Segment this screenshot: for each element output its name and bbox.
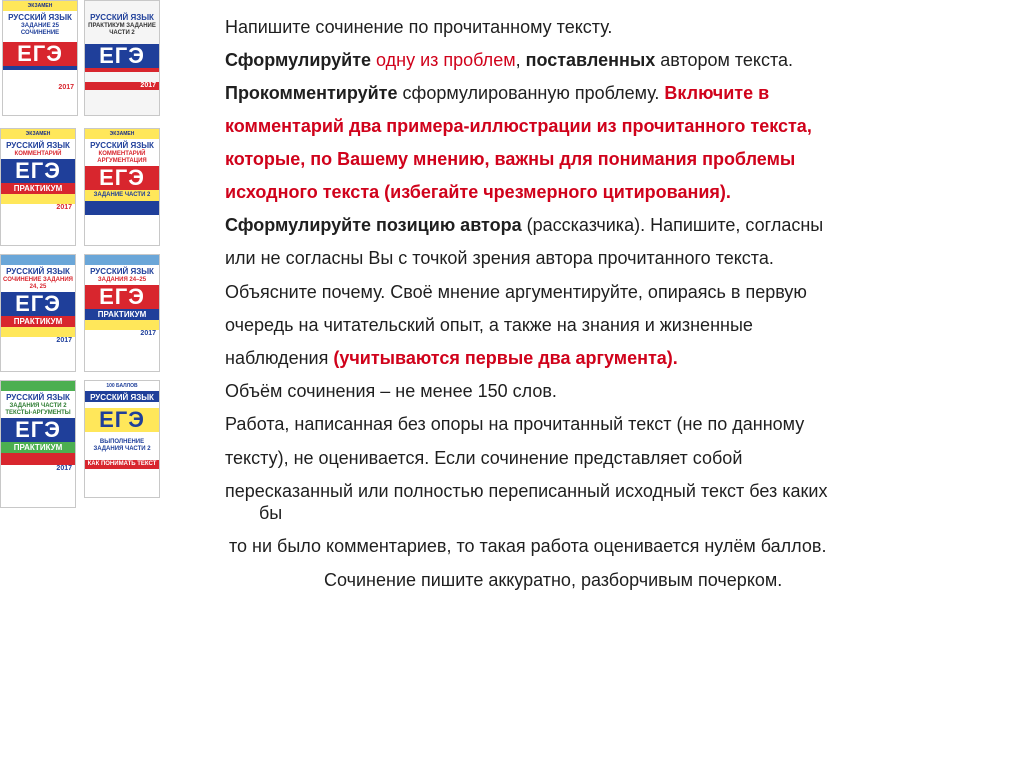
book-subtitle: ЗАДАНИЯ ЧАСТИ 2 ТЕКСТЫ-АРГУМЕНТЫ [5, 403, 71, 416]
book-ege-logo: ЕГЭ [85, 166, 159, 190]
book-ege-logo: ЕГЭ [1, 159, 75, 183]
text-segment: Сформулируйте позицию автора [225, 215, 522, 235]
book-title: РУССКИЙ ЯЗЫК [90, 13, 154, 22]
book-ege-logo: ЕГЭ [1, 292, 75, 316]
text-segment: Включите в [664, 83, 770, 103]
book-year: 2017 [85, 82, 159, 90]
text-segment: Сформулируйте [225, 50, 372, 70]
text-segment: Работа, написанная без опоры на прочитанный текст (не по данному [225, 414, 805, 434]
text-segment: Напишите сочинение по прочитанному тексту. [225, 17, 613, 37]
book-ege-logo: ЕГЭ [85, 285, 159, 309]
text-line [229, 535, 826, 557]
book-year: 2017 [56, 465, 72, 472]
book-stripe [1, 327, 75, 337]
book-year: 2017 [140, 330, 156, 337]
text-line [225, 480, 827, 502]
text-line [225, 314, 753, 336]
book-subtitle: ЗАДАНИЕ 25 СОЧИНЕНИЕ [20, 23, 60, 36]
text-segment: или не согласны Вы с точкой зрения автора прочитанного текста. [225, 248, 774, 268]
book-subtitle: КОММЕНТАРИЙ АРГУМЕНТАЦИЯ [97, 151, 147, 164]
book-stripe [3, 66, 77, 70]
book-header [85, 1, 159, 11]
book-cover [0, 380, 76, 508]
book-stripe [1, 453, 75, 465]
text-segment: поставленных [525, 50, 656, 70]
book-practicum: ПРАКТИКУМ [85, 309, 159, 320]
book-title: РУССКИЙ ЯЗЫК [6, 141, 70, 150]
text-line [225, 148, 795, 170]
text-line [324, 569, 782, 591]
book-cover [84, 254, 160, 372]
book-title: РУССКИЙ ЯЗЫК [90, 267, 154, 276]
book-header: ЭКЗАМЕН [3, 1, 77, 11]
book-header [85, 255, 159, 265]
book-cover [84, 380, 160, 498]
text-segment: Объём сочинения – не менее 150 слов. [225, 381, 557, 401]
book-subtitle: СОЧИНЕНИЕ ЗАДАНИЯ 24, 25 [3, 277, 73, 290]
text-line [225, 347, 678, 369]
book-title: РУССКИЙ ЯЗЫК [6, 393, 70, 402]
text-line [225, 16, 612, 38]
text-segment: Объясните почему. Своё мнение аргументируйте, опираясь в первую [225, 282, 807, 302]
book-stripe [85, 201, 159, 215]
text-line [225, 214, 823, 236]
book-title: РУССКИЙ ЯЗЫК [8, 13, 72, 22]
text-line [225, 247, 774, 269]
book-practicum: ПРАКТИКУМ [1, 183, 75, 194]
book-year: 2017 [56, 204, 72, 211]
text-segment: бы [259, 503, 283, 523]
text-line [259, 502, 282, 524]
book-title: РУССКИЙ ЯЗЫК [90, 141, 154, 150]
book-header: ЭКЗАМЕН [1, 129, 75, 139]
text-segment: тексту), не оценивается. Если сочинение представляет собой [225, 448, 743, 468]
text-line [225, 447, 742, 469]
text-line [225, 82, 769, 104]
book-cover [2, 0, 78, 116]
book-practicum: ПРАКТИКУМ [1, 316, 75, 327]
text-line [225, 115, 812, 137]
book-cover [84, 128, 160, 246]
book-covers-column [0, 0, 170, 512]
book-ege-logo: ЕГЭ [85, 408, 159, 432]
text-segment: сформулированную проблему. [397, 83, 665, 103]
book-header: ЭКЗАМЕН [85, 129, 159, 139]
book-year: 2017 [56, 337, 72, 344]
book-ege-logo: ЕГЭ [3, 42, 77, 66]
text-segment: пересказанный или полностью переписанный исходный текст без каких [225, 481, 828, 501]
text-segment: очередь на читательский опыт, а также на знания и жизненные [225, 315, 753, 335]
text-line [225, 181, 731, 203]
book-subtitle-2: КАК ПОНИМАТЬ ТЕКСТ [85, 460, 159, 469]
book-header: 100 БАЛЛОВ [85, 381, 159, 391]
book-practicum: ПРАКТИКУМ [1, 442, 75, 453]
text-segment: исходного текста (избегайте чрезмерного цитирования). [225, 182, 731, 202]
book-cover [84, 0, 160, 116]
text-segment: то ни было комментариев, то такая работа оценивается нулём баллов. [229, 536, 827, 556]
text-line [225, 380, 557, 402]
text-segment: (учитываются первые два аргумента). [333, 348, 678, 368]
text-segment: автором текста. [655, 50, 794, 70]
text-segment: , [515, 50, 526, 70]
book-ege-logo: ЕГЭ [1, 418, 75, 442]
book-header [1, 381, 75, 391]
book-stripe [1, 194, 75, 204]
text-segment: Прокомментируйте [225, 83, 398, 103]
book-header [1, 255, 75, 265]
text-segment: (рассказчика). Напишите, согласны [521, 215, 824, 235]
book-subtitle: ВЫПОЛНЕНИЕ ЗАДАНИЯ ЧАСТИ 2 [93, 439, 151, 452]
book-practicum: ЗАДАНИЕ ЧАСТИ 2 [85, 190, 159, 201]
book-subtitle: КОММЕНТАРИЙ [14, 151, 62, 157]
text-segment: комментарий два примера-иллюстрации из прочитанного текста, [225, 116, 812, 136]
book-year: 2017 [58, 84, 74, 91]
text-line [225, 281, 807, 303]
text-segment: которые, по Вашему мнению, важны для понимания проблемы [225, 149, 796, 169]
text-segment: наблюдения [225, 348, 334, 368]
book-stripe [85, 68, 159, 72]
text-segment: Сочинение пишите аккуратно, разборчивым почерком. [324, 570, 783, 590]
book-title: РУССКИЙ ЯЗЫК [6, 267, 70, 276]
text-line [225, 49, 793, 71]
book-cover [0, 128, 76, 246]
text-segment: одну из проблем [371, 50, 516, 70]
text-line [225, 413, 804, 435]
book-subtitle: ЗАДАНИЯ 24–25 [97, 277, 147, 283]
book-ege-logo: ЕГЭ [85, 44, 159, 68]
book-stripe [85, 320, 159, 330]
book-cover [0, 254, 76, 372]
book-subtitle: ПРАКТИКУМ ЗАДАНИЕ ЧАСТИ 2 [88, 23, 156, 36]
book-title: РУССКИЙ ЯЗЫК [85, 391, 159, 402]
